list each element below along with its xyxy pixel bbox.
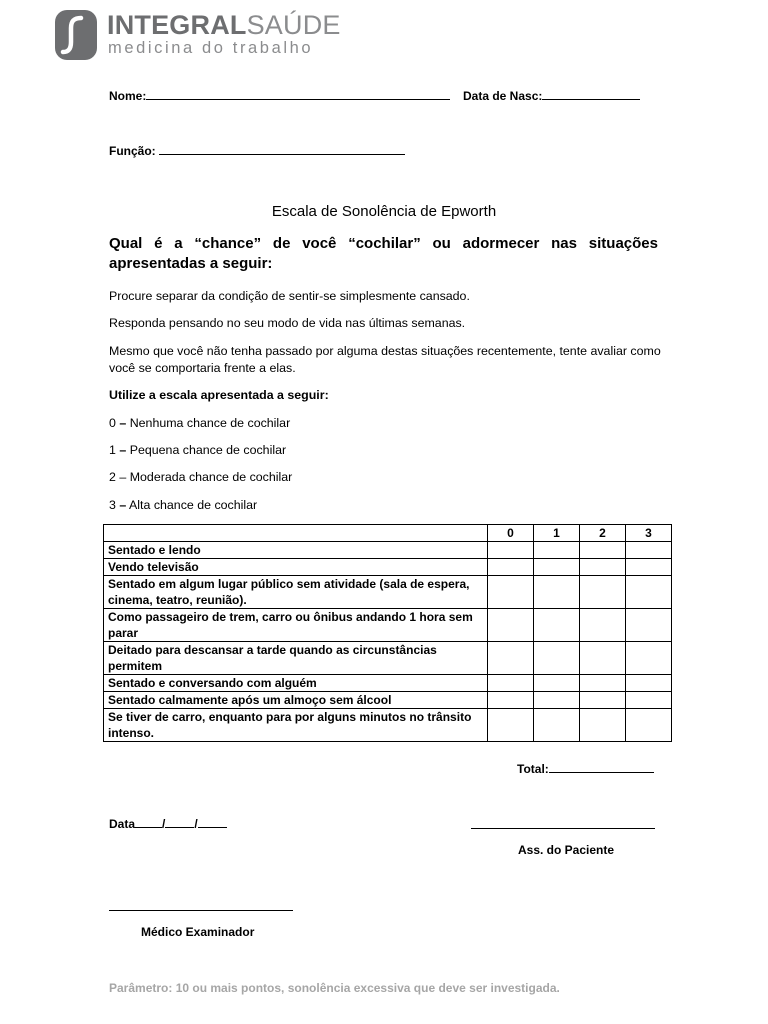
score-cell-1[interactable] (534, 642, 580, 675)
brand-tagline: medicina do trabalho (108, 39, 314, 57)
situation-cell: Sentado calmamente após um almoço sem álcool (104, 692, 488, 709)
score-cell-3[interactable] (626, 642, 672, 675)
table-row (104, 559, 672, 576)
patient-signature-label: Ass. do Paciente (518, 843, 615, 857)
scale-level-2: 2 – Moderada chance de cochilar (109, 470, 293, 484)
situation-cell: Sentado e conversando com alguém (104, 675, 488, 692)
score-cell-1[interactable] (534, 576, 580, 609)
brand-name (107, 10, 341, 41)
birth-date-blank-line[interactable] (542, 88, 640, 100)
score-cell-1[interactable] (534, 675, 580, 692)
score-cell-1[interactable] (534, 709, 580, 742)
table-header-row (104, 525, 672, 542)
table-row (104, 709, 672, 742)
table-header-blank (104, 525, 488, 542)
score-cell-0[interactable] (488, 609, 534, 642)
table-row (104, 692, 672, 709)
situation-cell: Sentado em algum lugar público sem atividade (sala de espera, cinema, teatro, reunião). (104, 576, 488, 609)
situation-cell: Vendo televisão (104, 559, 488, 576)
score-cell-0[interactable] (488, 692, 534, 709)
name-field[interactable] (109, 88, 450, 103)
total-label: Total: (517, 762, 549, 776)
table-row (104, 609, 672, 642)
score-cell-1[interactable] (534, 559, 580, 576)
score-cell-0[interactable] (488, 675, 534, 692)
total-field[interactable] (517, 761, 654, 776)
doctor-signature-label: Médico Examinador (141, 925, 255, 939)
logo-mark-icon (54, 9, 98, 61)
scale-level-1: 1 – Pequena chance de cochilar (109, 443, 287, 457)
score-cell-3[interactable] (626, 542, 672, 559)
table-row (104, 675, 672, 692)
date-label: Data (109, 817, 136, 831)
score-cell-0[interactable] (488, 542, 534, 559)
patient-signature-line[interactable] (471, 828, 655, 829)
score-header-1: 1 (534, 525, 580, 542)
birth-date-field[interactable] (463, 88, 640, 103)
instruction-2: Responda pensando no seu modo de vida nas últimas semanas. (109, 316, 466, 330)
score-cell-2[interactable] (580, 709, 626, 742)
score-cell-0[interactable] (488, 559, 534, 576)
scale-level-3: 3 – Alta chance de cochilar (109, 498, 258, 512)
score-cell-2[interactable] (580, 609, 626, 642)
score-cell-3[interactable] (626, 675, 672, 692)
role-blank-line[interactable] (159, 143, 405, 155)
situation-cell: Se tiver de carro, enquanto para por alguns minutos no trânsito intenso. (104, 709, 488, 742)
brand-name-light: SAÚDE (246, 10, 341, 40)
score-cell-3[interactable] (626, 709, 672, 742)
score-cell-0[interactable] (488, 709, 534, 742)
date-day-line[interactable] (135, 816, 162, 828)
score-header-0: 0 (488, 525, 534, 542)
score-cell-1[interactable] (534, 542, 580, 559)
table-row (104, 542, 672, 559)
date-year-line[interactable] (198, 816, 227, 828)
score-cell-3[interactable] (626, 609, 672, 642)
scale-title: Escala de Sonolência de Epworth (271, 203, 497, 220)
birth-date-label: Data de Nasc: (463, 89, 543, 103)
situation-cell: Deitado para descansar a tarde quando as circunstâncias permitem (104, 642, 488, 675)
score-cell-2[interactable] (580, 675, 626, 692)
name-label: Nome: (109, 89, 147, 103)
score-header-3: 3 (626, 525, 672, 542)
instruction-3: Mesmo que você não tenha passado por alguma destas situações recentemente, tente avaliar como você se comportaria frente a elas. (109, 344, 661, 375)
table-row (104, 642, 672, 675)
score-cell-1[interactable] (534, 609, 580, 642)
score-cell-1[interactable] (534, 692, 580, 709)
scale-level-0: 0 – Nenhuma chance de cochilar (109, 416, 291, 430)
score-header-2: 2 (580, 525, 626, 542)
score-cell-0[interactable] (488, 576, 534, 609)
score-cell-2[interactable] (580, 542, 626, 559)
situation-cell: Sentado e lendo (104, 542, 488, 559)
score-cell-2[interactable] (580, 576, 626, 609)
total-blank-line[interactable] (549, 761, 654, 773)
role-field[interactable] (109, 143, 405, 158)
situation-cell: Como passageiro de trem, carro ou ônibus andando 1 hora sem parar (104, 609, 488, 642)
epworth-table (103, 524, 672, 742)
parameter-note: Parâmetro: 10 ou mais pontos, sonolência excessiva que deve ser investigada. (109, 981, 560, 995)
instruction-1: Procure separar da condição de sentir-se simplesmente cansado. (109, 289, 470, 303)
score-cell-2[interactable] (580, 642, 626, 675)
brand-name-bold: INTEGRAL (107, 10, 247, 40)
doctor-signature-line[interactable] (109, 910, 293, 911)
scale-intro: Utilize a escala apresentada a seguir: (109, 388, 329, 402)
date-month-line[interactable] (165, 816, 194, 828)
score-cell-3[interactable] (626, 692, 672, 709)
score-cell-3[interactable] (626, 576, 672, 609)
score-cell-3[interactable] (626, 559, 672, 576)
name-blank-line[interactable] (146, 88, 450, 100)
score-cell-2[interactable] (580, 692, 626, 709)
score-cell-0[interactable] (488, 642, 534, 675)
question-heading: Qual é a “chance” de você “cochilar” ou adormecer nas situações apresentadas a seguir: (109, 235, 658, 272)
date-field[interactable]: Data / / (109, 816, 227, 831)
score-cell-2[interactable] (580, 559, 626, 576)
table-row (104, 576, 672, 609)
role-label: Função: (109, 144, 156, 158)
